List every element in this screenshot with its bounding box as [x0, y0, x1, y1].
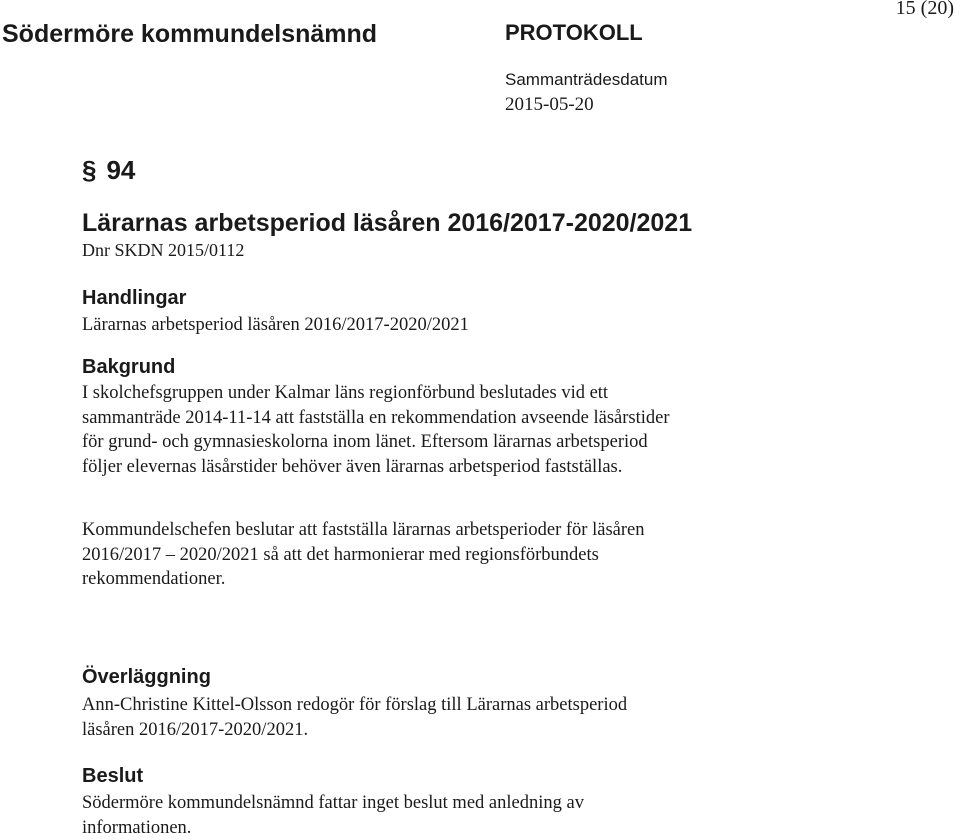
- page-number: 15 (20): [896, 0, 954, 20]
- text-line: Kommundelschefen beslutar att fastställa lärarnas arbetsperioder för läsåren: [82, 518, 644, 543]
- heading-beslut: Beslut: [82, 765, 143, 788]
- document-type: PROTOKOLL: [505, 20, 643, 46]
- section-sign: §: [82, 155, 96, 186]
- meeting-date: 2015-05-20: [505, 94, 594, 116]
- case-dnr: Dnr SKDN 2015/0112: [82, 240, 244, 261]
- organization-name: Södermöre kommundelsnämnd: [2, 20, 377, 49]
- text-line: informationen.: [82, 816, 584, 840]
- kommundelschef-text: [82, 518, 644, 592]
- case-title: Lärarnas arbetsperiod läsåren 2016/2017-2020/2021: [82, 209, 692, 238]
- text-line: Lärarnas arbetsperiod läsåren 2016/2017-2020/2021: [82, 313, 469, 338]
- text-line: Ann-Christine Kittel-Olsson redogör för förslag till Lärarnas arbetsperiod: [82, 693, 627, 718]
- text-line: följer elevernas läsårstider behöver även lärarnas arbetsperiod fastställas.: [82, 455, 670, 480]
- text-line: läsåren 2016/2017-2020/2021.: [82, 718, 627, 743]
- heading-bakgrund: Bakgrund: [82, 356, 175, 379]
- heading-overlaggning: Överläggning: [82, 666, 211, 689]
- text-line: för grund- och gymnasieskolorna inom länet. Eftersom lärarnas arbetsperiod: [82, 430, 670, 455]
- text-line: I skolchefsgruppen under Kalmar läns regionförbund beslutades vid ett: [82, 381, 670, 406]
- handlingar-text: [82, 313, 469, 338]
- bakgrund-text: [82, 381, 670, 479]
- overlaggning-text: [82, 693, 627, 742]
- text-line: rekommendationer.: [82, 567, 644, 592]
- text-line: sammanträde 2014-11-14 att fastställa en rekommendation avseende läsårstider: [82, 406, 670, 431]
- beslut-text: [82, 791, 584, 840]
- section-number: [82, 155, 135, 186]
- section-number-value: 94: [106, 155, 135, 185]
- meeting-date-label: Sammanträdesdatum: [505, 70, 668, 90]
- text-line: 2016/2017 – 2020/2021 så att det harmonierar med regionsförbundets: [82, 543, 644, 568]
- heading-handlingar: Handlingar: [82, 287, 186, 310]
- text-line: Södermöre kommundelsnämnd fattar inget beslut med anledning av: [82, 791, 584, 816]
